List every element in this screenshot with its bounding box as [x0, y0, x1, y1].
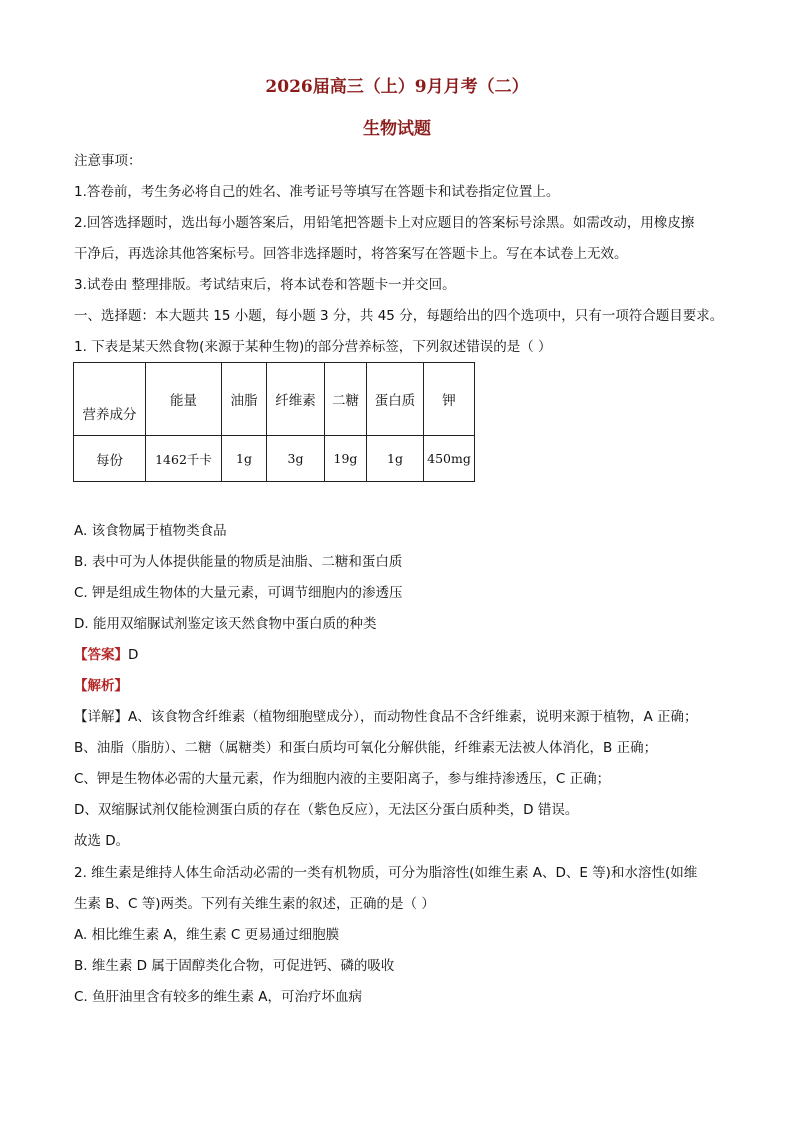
q2-option-a: A. 相比维生素 A，维生素 C 更易通过细胞膜 [74, 927, 340, 943]
notice-item-2-cont: 干净后，再选涂其他答案标号。回答非选择题时，将答案写在答题卡上。写在本试卷上无效。 [74, 246, 628, 262]
table-header-cell: 蛋白质 [367, 363, 424, 436]
subject-title: 生物试题 [363, 119, 431, 139]
section-heading: 一、选择题：本大题共 15 小题，每小题 3 分，共 45 分，每题给出的四个选项中，只有一项符合题目要求。 [74, 308, 724, 324]
table-cell: 1g [367, 436, 424, 482]
table-header-row [74, 363, 475, 436]
table-cell: 450mg [424, 436, 475, 482]
table-row [74, 436, 475, 482]
answer-label: 【答案】 [74, 647, 128, 663]
q1-option-c: C. 钾是组成生物体的大量元素，可调节细胞内的渗透压 [74, 585, 403, 601]
notice-heading: 注意事项： [74, 153, 142, 169]
table-header-cell: 营养成分 [74, 363, 146, 436]
q1-detail-b: B、油脂（脂肪）、二糖（属糖类）和蛋白质均可氧化分解供能，纤维素无法被人体消化，B 正确； [74, 740, 658, 756]
table-cell: 1g [222, 436, 267, 482]
q1-option-b: B. 表中可为人体提供能量的物质是油脂、二糖和蛋白质 [74, 554, 403, 570]
exam-title: 2026届高三（上）9月月考（二） [265, 77, 529, 97]
q1-option-d: D. 能用双缩脲试剂鉴定该天然食物中蛋白质的种类 [74, 616, 377, 632]
notice-item-2: 2.回答选择题时，选出每小题答案后，用铅笔把答题卡上对应题目的答案标号涂黑。如需改动，用橡皮擦 [74, 215, 695, 231]
table-cell: 3g [267, 436, 325, 482]
q2-option-c: C. 鱼肝油里含有较多的维生素 A，可治疗坏血病 [74, 989, 363, 1005]
table-header-cell: 钾 [424, 363, 475, 436]
table-cell: 19g [325, 436, 367, 482]
table-header-cell: 油脂 [222, 363, 267, 436]
q1-detail-a: 【详解】A、该食物含纤维素（植物细胞壁成分），而动物性食品不含纤维素，说明来源于植物，A 正确； [74, 709, 698, 725]
detail-label: 【详解】 [74, 709, 128, 725]
table-header-cell: 纤维素 [267, 363, 325, 436]
q1-analysis-label: 【解析】 [74, 678, 128, 694]
q1-stem: 1. 下表是某天然食物(来源于某种生物)的部分营养标签，下列叙述错误的是（ ） [74, 339, 552, 355]
table-cell: 1462千卡 [146, 436, 222, 482]
notice-item-1: 1.答卷前，考生务必将自己的姓名、准考证号等填写在答题卡和试卷指定位置上。 [74, 184, 560, 200]
q1-detail-d: D、双缩脲试剂仅能检测蛋白质的存在（紫色反应），无法区分蛋白质种类，D 错误。 [74, 802, 579, 818]
q2-stem-line-2: 生素 B、C 等)两类。下列有关维生素的叙述，正确的是（ ） [74, 896, 435, 912]
notice-item-3: 3.试卷由 整理排版。考试结束后，将本试卷和答题卡一并交回。 [74, 277, 456, 293]
q2-stem-line-1: 2. 维生素是维持人体生命活动必需的一类有机物质，可分为脂溶性(如维生素 A、D、E 等)和水溶性(如维 [74, 865, 698, 881]
q1-option-a: A. 该食物属于植物类食品 [74, 523, 227, 539]
nutrition-table [73, 362, 475, 482]
q1-detail-c: C、钾是生物体必需的大量元素，作为细胞内液的主要阳离子，参与维持渗透压，C 正确； [74, 771, 611, 787]
table-row-label: 每份 [74, 436, 146, 482]
answer-value: D [128, 647, 139, 663]
q2-option-b: B. 维生素 D 属于固醇类化合物，可促进钙、磷的吸收 [74, 958, 395, 974]
table-header-cell: 二糖 [325, 363, 367, 436]
q1-answer [74, 646, 138, 664]
table-header-cell: 能量 [146, 363, 222, 436]
q1-conclusion: 故选 D。 [74, 833, 130, 849]
